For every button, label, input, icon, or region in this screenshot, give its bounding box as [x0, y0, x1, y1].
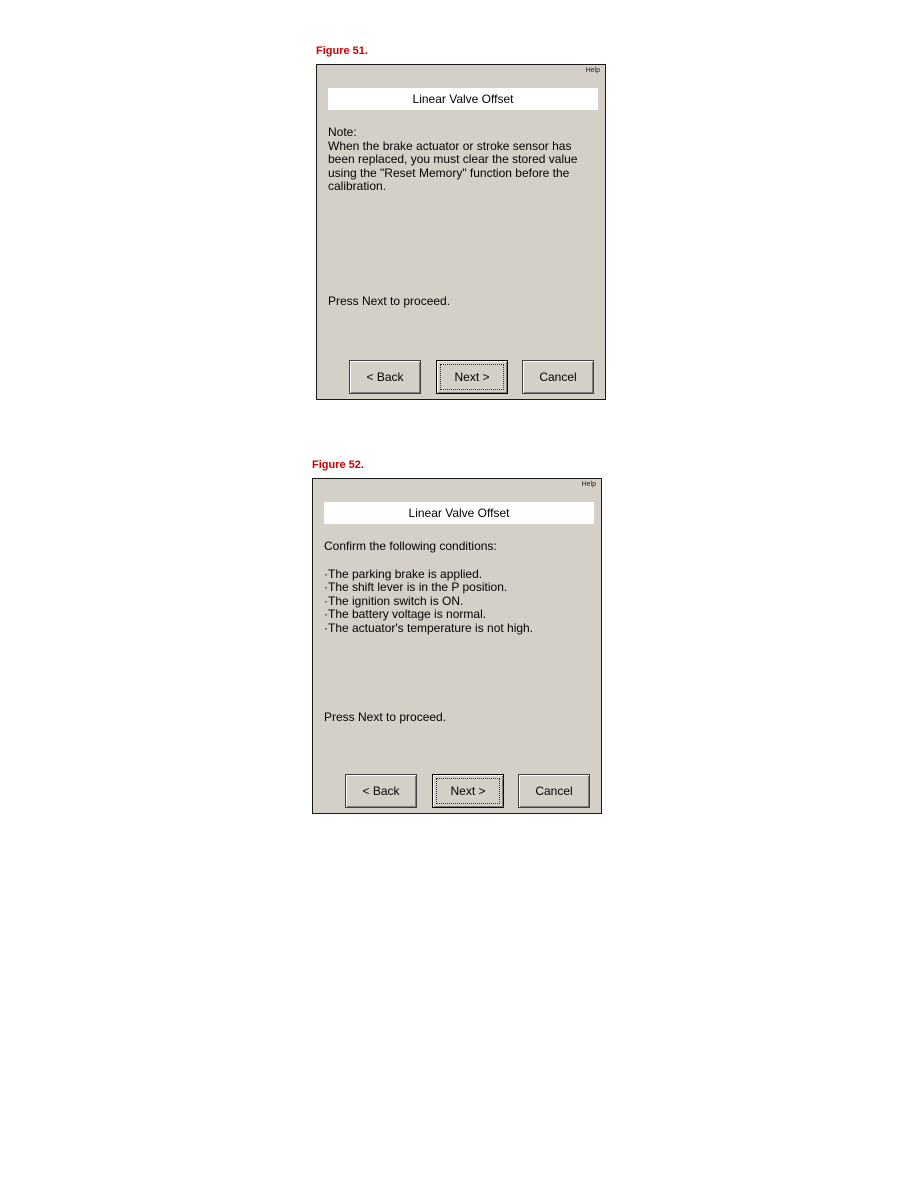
- conditions-intro: Confirm the following conditions:: [324, 539, 497, 553]
- next-button[interactable]: Next >: [432, 774, 504, 808]
- condition-item: ·The shift lever is in the P position.: [324, 580, 508, 594]
- condition-item: ·The actuator's temperature is not high.: [324, 620, 534, 635]
- proceed-instruction: Press Next to proceed.: [324, 710, 447, 724]
- back-button[interactable]: < Back: [345, 774, 417, 808]
- cancel-button[interactable]: Cancel: [522, 360, 594, 394]
- dialog-title: Linear Valve Offset: [324, 502, 594, 524]
- cancel-button[interactable]: Cancel: [518, 774, 590, 808]
- condition-item: ·The parking brake is applied.: [324, 566, 483, 581]
- figure-52-dialog: [312, 478, 602, 814]
- back-button[interactable]: < Back: [349, 360, 421, 394]
- note-section: [328, 126, 600, 194]
- next-button[interactable]: Next >: [436, 360, 508, 394]
- proceed-instruction: Press Next to proceed.: [328, 294, 451, 308]
- conditions-section: [324, 540, 596, 635]
- condition-item: ·The ignition switch is ON.: [324, 593, 464, 608]
- figure-51-dialog: [316, 64, 606, 400]
- condition-item: ·The battery voltage is normal.: [324, 607, 487, 621]
- figure-52-caption: Figure 52.: [312, 459, 364, 471]
- help-link[interactable]: Help: [581, 481, 596, 488]
- note-text: When the brake actuator or stroke sensor has been replaced, you must clear the stored value using the "Reset Memory" function before the calibration.: [328, 138, 578, 193]
- help-link[interactable]: Help: [585, 67, 600, 74]
- note-heading: Note:: [328, 125, 357, 139]
- conditions-list: [324, 568, 596, 636]
- dialog-title: Linear Valve Offset: [328, 88, 598, 110]
- figure-51-caption: Figure 51.: [316, 45, 368, 57]
